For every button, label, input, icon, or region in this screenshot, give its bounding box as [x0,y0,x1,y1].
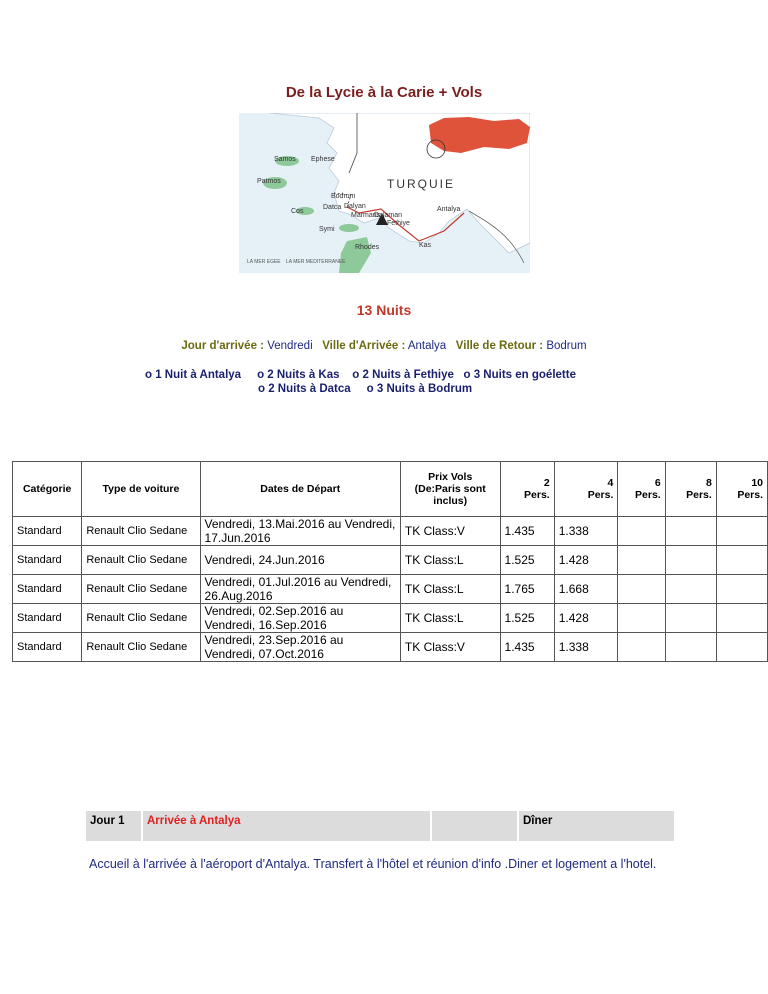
table-header-row [13,462,768,517]
map-place-label: Antalya [437,206,461,213]
cell-flight: TK Class:L [400,546,500,575]
cell-price-2: 1.765 [500,575,554,604]
stay-item: o 3 Nuits à Bodrum [366,383,473,395]
map-place-label: Marmaris [351,212,381,219]
cell-dates: Vendredi, 24.Jun.2016 [200,546,400,575]
cell-flight: TK Class:L [400,575,500,604]
map-place-label: Patmos [257,178,281,185]
map-place-label: Dalyan [344,203,366,210]
day-1-description: Accueil à l'arrivée à l'aéroport d'Antalya. Transfert à l'hôtel et réunion d'info .Diner et logement a l'hotel. [89,857,657,871]
prices-table [12,461,768,662]
arrival-day-value: Vendredi [267,340,313,352]
map-place-label: Samos [274,156,296,163]
stay-item: o 2 Nuits à Kas [257,369,340,381]
cell-price-8 [665,604,716,633]
cell-category: Standard [13,546,82,575]
map-label-med: LA MER MEDITERRANEE [286,259,346,265]
header-count: 4 [607,477,614,489]
return-city-value: Bodrum [546,340,587,352]
map-place-label: Ephese [311,156,335,163]
day-meal: Dîner [519,811,674,841]
header-pers: Pers. [737,489,763,501]
header-dates: Dates de Départ [200,462,400,517]
page-title: De la Lycie à la Carie + Vols [285,84,483,101]
map-place-label: Bodrum [331,193,356,200]
header-car-type: Type de voiture [82,462,200,517]
header-pers: Pers. [587,489,614,501]
header-count: 6 [654,477,661,489]
cell-category: Standard [13,633,82,662]
cell-price-10 [716,546,767,575]
stay-item: o 2 Nuits à Datca [258,383,351,395]
cell-price-8 [665,633,716,662]
header-10pers [716,462,767,517]
cell-car-type: Renault Clio Sedane [82,575,200,604]
day-spacer [432,811,517,841]
cell-category: Standard [13,604,82,633]
stay-item: o 2 Nuits à Fethiye [352,369,454,381]
cell-price-6 [618,546,665,575]
table-row [13,604,768,633]
arrival-day-label: Jour d'arrivée : [181,340,265,352]
cell-price-6 [618,517,665,546]
header-6pers [618,462,665,517]
day-title: Arrivée à Antalya [143,811,430,841]
header-flight-note: (De:Paris sont inclus) [414,483,486,507]
header-flight-label: Prix Vols [428,471,473,483]
header-count: 8 [705,477,712,489]
cell-dates: Vendredi, 01.Jul.2016 au Vendredi, 26.Aug.2016 [200,575,400,604]
cell-price-4: 1.428 [554,604,618,633]
nights-heading: 13 Nuits [356,302,412,318]
arrival-city-value: Antalya [407,340,447,352]
cell-car-type: Renault Clio Sedane [82,633,200,662]
cell-price-10 [716,517,767,546]
header-flight [400,462,500,517]
map-place-label: Kas [419,242,432,249]
map-place-label: Fethiye [387,220,410,227]
cell-price-6 [618,604,665,633]
day-1-header [86,811,676,841]
cell-price-10 [716,633,767,662]
route-map-graphic [239,113,530,273]
stay-item: o 1 Nuit à Antalya [145,369,242,381]
cell-category: Standard [13,575,82,604]
cell-car-type: Renault Clio Sedane [82,604,200,633]
trip-info [0,340,768,352]
day-label: Jour 1 [86,811,141,841]
cell-price-4: 1.338 [554,517,618,546]
cell-flight: TK Class:V [400,517,500,546]
cell-price-6 [618,575,665,604]
cell-price-4: 1.338 [554,633,618,662]
cell-price-8 [665,517,716,546]
cell-price-8 [665,546,716,575]
header-pers: Pers. [524,489,550,501]
table-row [13,517,768,546]
table-row [13,633,768,662]
cell-dates: Vendredi, 23.Sep.2016 au Vendredi, 07.Oct.2016 [200,633,400,662]
header-8pers [665,462,716,517]
table-row [13,546,768,575]
cell-price-4: 1.428 [554,546,618,575]
header-pers: Pers. [635,489,661,501]
header-4pers [554,462,618,517]
cell-car-type: Renault Clio Sedane [82,546,200,575]
cell-price-4: 1.668 [554,575,618,604]
map-label-seas [247,259,346,265]
header-count: 10 [751,477,763,489]
map-place-label: Symi [319,226,335,233]
return-city-label: Ville de Retour : [455,340,544,352]
stays-list [145,368,576,396]
cell-flight: TK Class:L [400,604,500,633]
header-2pers [500,462,554,517]
header-category: Catégorie [13,462,82,517]
cell-price-2: 1.525 [500,604,554,633]
map-place-label: Cos [291,208,304,215]
header-pers: Pers. [686,489,712,501]
cell-category: Standard [13,517,82,546]
cell-dates: Vendredi, 02.Sep.2016 au Vendredi, 16.Sep.2016 [200,604,400,633]
cell-price-2: 1.525 [500,546,554,575]
cell-price-2: 1.435 [500,517,554,546]
map-place-label: Dalaman [374,212,403,219]
cell-price-10 [716,575,767,604]
cell-price-8 [665,575,716,604]
route-map [239,113,530,273]
map-place-label: Datca [323,204,342,211]
header-count: 2 [543,477,550,489]
cell-car-type: Renault Clio Sedane [82,517,200,546]
cell-price-6 [618,633,665,662]
map-label-turkey: TURQUIE [387,177,455,191]
cell-price-2: 1.435 [500,633,554,662]
table-row [13,575,768,604]
arrival-city-label: Ville d'Arrivée : [322,340,406,352]
map-place-label: Rhodes [355,244,380,251]
cell-price-10 [716,604,767,633]
stay-item: o 3 Nuits en goélette [463,369,576,381]
cell-dates: Vendredi, 13.Mai.2016 au Vendredi, 17.Jun.2016 [200,517,400,546]
cell-flight: TK Class:V [400,633,500,662]
map-label-aegean: LA MER EGEE [247,259,281,265]
